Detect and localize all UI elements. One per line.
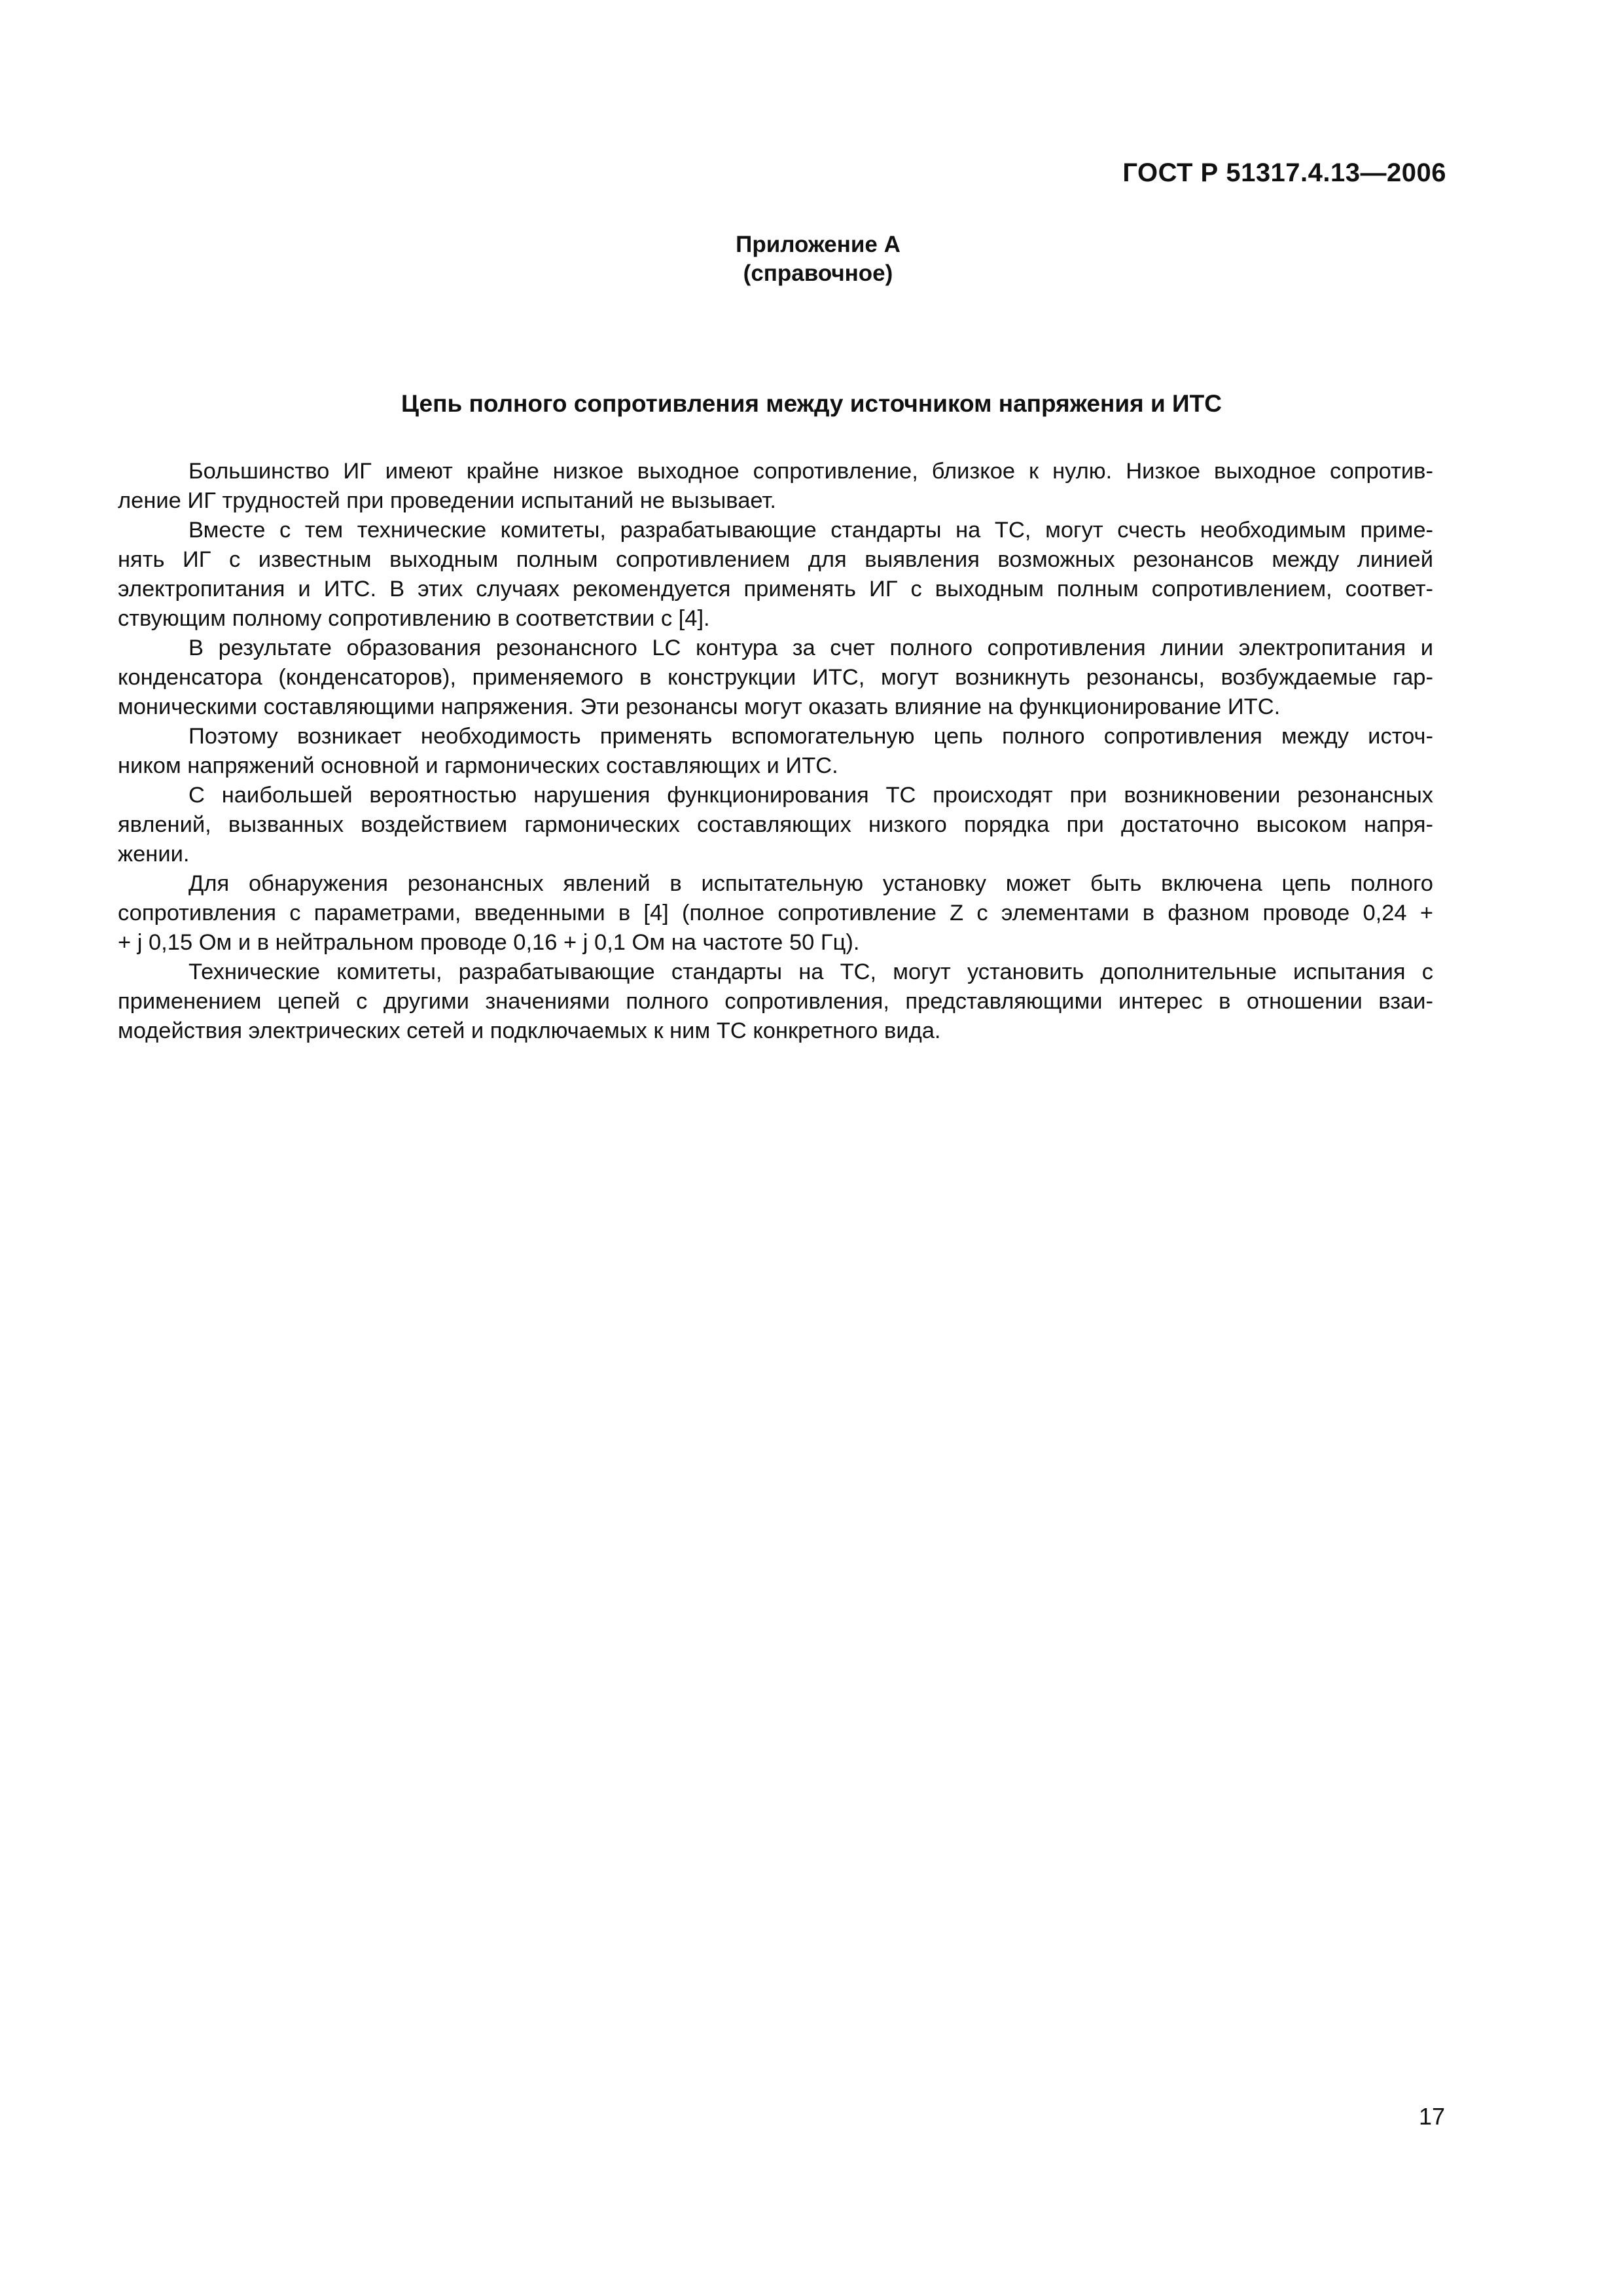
text-line: С наибольшей вероятностью нарушения функционирования ТС происходят при возникновении резонансных [188,783,1433,808]
text-line: моническими составляющими напряжения. Эти резонансы могут оказать влияние на функционирование ИТС. [118,694,1281,719]
text-line: Поэтому возникает необходимость применять вспомогательную цепь полного сопротивления между источ- [188,724,1433,749]
appendix-subtitle: (справочное) [743,260,893,286]
text-line: применением цепей с другими значениями полного сопротивления, представляющими интерес в отношении взаи- [118,989,1433,1014]
text-line: Вместе с тем технические комитеты, разрабатывающие стандарты на ТС, могут счесть необходимым приме- [188,518,1433,543]
text-line: жении. [118,842,190,867]
text-line: ствующим полному сопротивлению в соответствии с [4]. [118,606,710,631]
text-line: конденсатора (конденсаторов), применяемого в конструкции ИТС, могут возникнуть резонансы, возбуждаемые гар- [118,665,1433,690]
appendix-title: Приложение А [736,232,901,257]
text-line: электропитания и ИТС. В этих случаях рекомендуется применять ИГ с выходным полным сопротивлением, соответ- [118,577,1433,601]
body-text [118,457,1433,1046]
text-line: явлений, вызванных воздействием гармонических составляющих низкого порядка при достаточно высоком напря- [118,812,1433,837]
text-line: В результате образования резонансного LC контура за счет полного сопротивления линии электропитания и [188,636,1433,660]
text-line: Большинство ИГ имеют крайне низкое выходное сопротивление, близкое к нулю. Низкое выходное сопротив- [188,459,1433,484]
text-line: ником напряжений основной и гармонических составляющих и ИТС. [118,753,838,778]
section-title: Цепь полного сопротивления между источником напряжения и ИТС [401,390,1222,417]
appendix-heading [0,230,1623,288]
text-line: + j 0,15 Ом и в нейтральном проводе 0,16 + j 0,1 Ом на частоте 50 Гц). [118,930,860,955]
text-line: сопротивления с параметрами, введенными в [4] (полное сопротивление Z с элементами в фазном проводе 0,24 + [118,901,1433,925]
text-line: модействия электрических сетей и подключаемых к ним ТС конкретного вида. [118,1018,941,1043]
text-line: Для обнаружения резонансных явлений в испытательную установку может быть включена цепь полного [188,871,1433,896]
text-line: Технические комитеты, разрабатывающие стандарты на ТС, могут установить дополнительные испытания с [188,960,1433,984]
document-code: ГОСТ Р 51317.4.13—2006 [1122,158,1446,187]
text-line: ление ИГ трудностей при проведении испытаний не вызывает. [118,488,776,513]
text-line: нять ИГ с известным выходным полным сопротивлением для выявления возможных резонансов между линией [118,547,1433,572]
page-number: 17 [1418,2103,1445,2130]
